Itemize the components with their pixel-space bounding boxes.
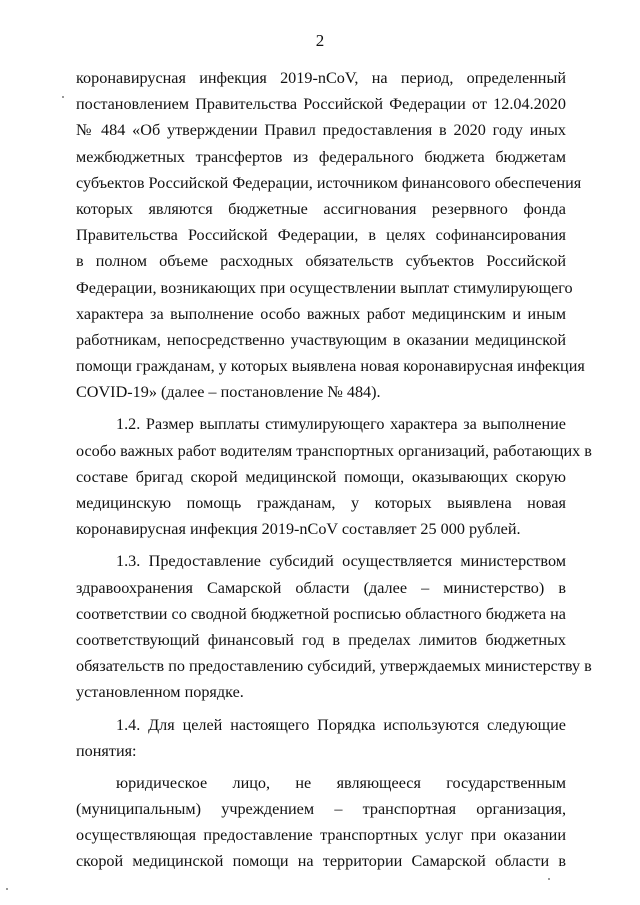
text-line: № 484 «Об утверждении Правил предоставления в 2020 году иных — [76, 121, 566, 140]
text-line: здравоохранения Самарской области (далее – министерство) в — [76, 578, 566, 597]
text-line: понятия: — [76, 741, 137, 760]
text-line: установленном порядке. — [76, 683, 244, 702]
scan-speck — [548, 878, 550, 880]
text-line: Федерации, возникающих при осуществлении выплат стимулирующего — [76, 278, 573, 297]
text-line: коронавирусная инфекция 2019-nCoV составляет 25 000 рублей. — [76, 520, 521, 539]
text-line: (муниципальным) учреждением – транспортная организация, — [76, 800, 566, 819]
document-body — [76, 65, 592, 875]
text-line: скорой медицинской помощи на территории Самарской области в — [76, 852, 566, 871]
text-line: юридическое лицо, не являющееся государственным — [116, 773, 566, 792]
text-line: осуществляющая предоставление транспортных услуг при оказании — [76, 826, 566, 845]
page-number: 2 — [315, 31, 325, 50]
text-line: межбюджетных трансфертов из федерального бюджета бюджетам — [76, 147, 566, 166]
text-line: соответствующий финансовый год в пределах лимитов бюджетных — [76, 630, 566, 649]
text-line: составе бригад скорой медицинской помощи, оказывающих скорую — [76, 467, 566, 486]
paragraph-continuation — [76, 65, 585, 405]
paragraph-definition — [76, 770, 566, 875]
scan-speck — [6, 888, 8, 890]
text-line: 1.3. Предоставление субсидий осуществляется министерством — [116, 552, 566, 571]
text-line: Правительства Российской Федерации, в целях софинансирования — [76, 226, 566, 245]
text-line: COVID-19» (далее – постановление № 484). — [76, 383, 381, 402]
text-line: помощи гражданам, у которых выявлена новая коронавирусная инфекция — [76, 357, 585, 376]
paragraph-1-4 — [76, 712, 566, 764]
text-line: работникам, непосредственно участвующим в оказании медицинской — [76, 330, 566, 349]
text-line: соответствии со сводной бюджетной росписью областного бюджета на — [76, 604, 566, 623]
text-line: 1.2. Размер выплаты стимулирующего характера за выполнение — [116, 415, 566, 434]
paragraph-1-3 — [76, 548, 592, 705]
text-line: субъектов Российской Федерации, источником финансового обеспечения — [76, 173, 582, 192]
text-line: в полном объеме расходных обязательств субъектов Российской — [76, 252, 566, 271]
text-line: коронавирусная инфекция 2019-nCoV, на период, определенный — [76, 69, 566, 87]
paragraph-1-2 — [76, 411, 592, 542]
text-line: 1.4. Для целей настоящего Порядка используются следующие — [116, 715, 566, 734]
text-line: постановлением Правительства Российской Федерации от 12.04.2020 — [76, 95, 566, 114]
text-line: особо важных работ водителям транспортных организаций, работающих в — [76, 441, 592, 460]
scan-speck — [62, 96, 64, 98]
text-line: обязательств по предоставлению субсидий, утверждаемых министерству в — [76, 657, 592, 676]
text-line: характера за выполнение особо важных работ медицинским и иным — [76, 304, 566, 323]
text-line: которых являются бюджетные ассигнования резервного фонда — [76, 199, 566, 218]
text-line: медицинскую помощь гражданам, у которых выявлена новая — [76, 494, 566, 512]
